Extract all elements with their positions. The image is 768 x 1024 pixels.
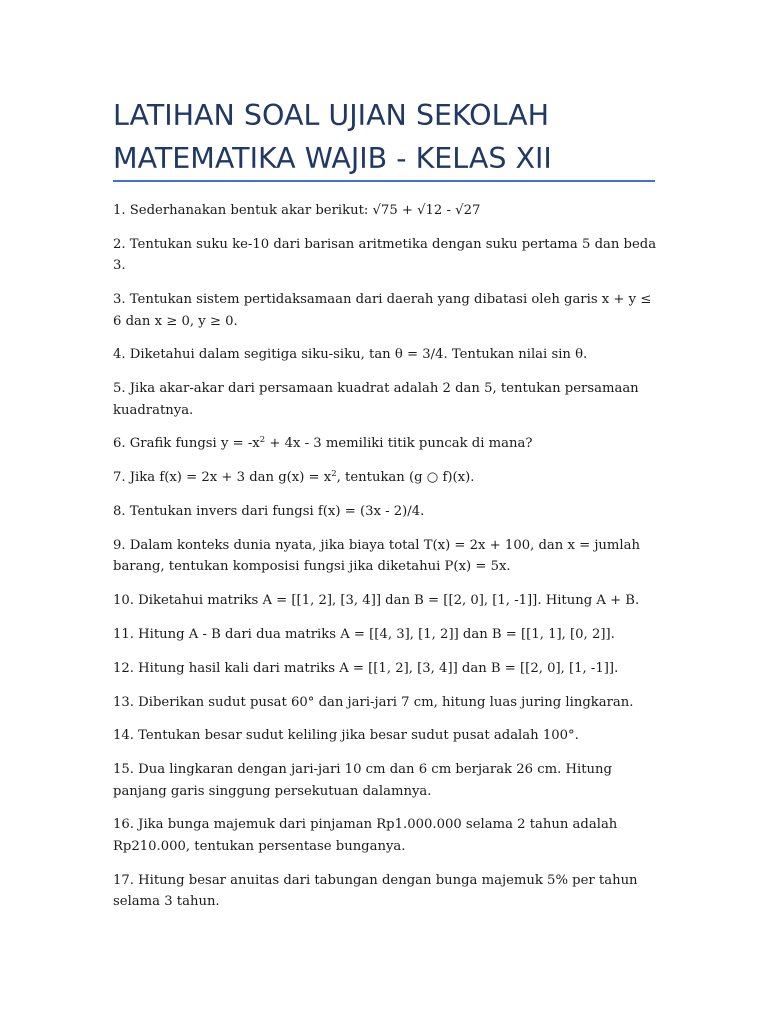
title-line-2: MATEMATIKA WAJIB - KELAS XII [113, 142, 552, 175]
question-15: 15. Dua lingkaran dengan jari-jari 10 cm dan 6 cm berjarak 26 cm. Hitung panjang garis singgung persekutuan dalamnya. [113, 762, 612, 799]
question-14: 14. Tentukan besar sudut keliling jika besar sudut pusat adalah 100°. [113, 728, 579, 744]
page-title [113, 94, 673, 180]
title-divider [113, 180, 655, 182]
question-5: 5. Jika akar-akar dari persamaan kuadrat adalah 2 dan 5, tentukan persamaan kuadratnya. [113, 381, 639, 418]
question-8: 8. Tentukan invers dari fungsi f(x) = (3x - 2)/4. [113, 504, 425, 520]
question-13: 13. Diberikan sudut pusat 60° dan jari-jari 7 cm, hitung luas juring lingkaran. [113, 694, 634, 710]
question-11: 11. Hitung A - B dari dua matriks A = [[4, 3], [1, 2]] dan B = [[1, 1], [0, 2]]. [113, 626, 615, 642]
question-4: 4. Diketahui dalam segitiga siku-siku, tan θ = 3/4. Tentukan nilai sin θ. [113, 347, 588, 363]
question-7 [113, 467, 658, 489]
title-line-1: LATIHAN SOAL UJIAN SEKOLAH [113, 99, 550, 132]
question-7-text-before: 7. Jika f(x) = 2x + 3 dan g(x) = x [113, 470, 332, 486]
question-6-exponent: 2 [259, 435, 266, 446]
question-list [113, 200, 658, 925]
question-16: 16. Jika bunga majemuk dari pinjaman Rp1.000.000 selama 2 tahun adalah Rp210.000, tentukan persentase bunganya. [113, 817, 618, 854]
question-6 [113, 433, 658, 455]
question-7-text-after: , tentukan (g ○ f)(x). [336, 470, 475, 486]
question-6-text-after: + 4x - 3 memiliki titik puncak di mana? [265, 436, 533, 452]
question-6-text-before: 6. Grafik fungsi y = -x [113, 436, 260, 452]
question-2: 2. Tentukan suku ke-10 dari barisan aritmetika dengan suku pertama 5 dan beda 3. [113, 236, 657, 274]
question-17: 17. Hitung besar anuitas dari tabungan dengan bunga majemuk 5% per tahun selama 3 tahun. [113, 872, 638, 910]
question-9: 9. Dalam konteks dunia nyata, jika biaya total T(x) = 2x + 100, dan x = jumlah barang, tentukan komposisi fungsi jika diketahui P(x) = 5x. [113, 537, 640, 575]
question-1: 1. Sederhanakan bentuk akar berikut: √75 + √12 - √27 [113, 203, 481, 218]
question-7-exponent: 2 [331, 469, 337, 480]
question-10: 10. Diketahui matriks A = [[1, 2], [3, 4]] dan B = [[2, 0], [1, -1]]. Hitung A + B. [113, 593, 640, 609]
question-12: 12. Hitung hasil kali dari matriks A = [[1, 2], [3, 4]] dan B = [[2, 0], [1, -1]]. [113, 660, 619, 676]
question-3: 3. Tentukan sistem pertidaksamaan dari daerah yang dibatasi oleh garis x + y ≤ 6 dan x ≥ 0, y ≥ 0. [113, 292, 652, 329]
